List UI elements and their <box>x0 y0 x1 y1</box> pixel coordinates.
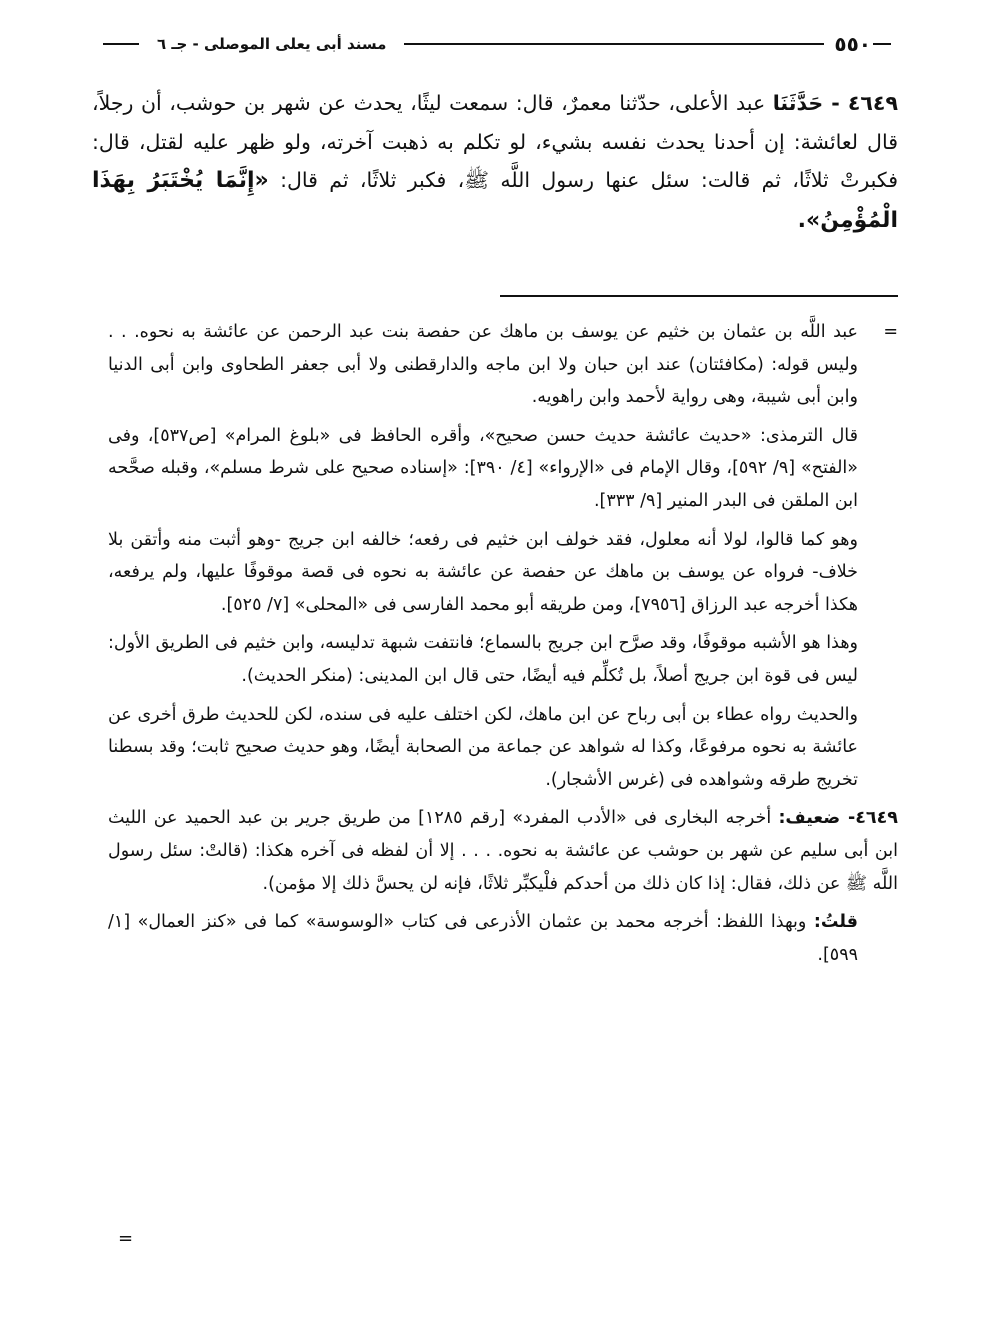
footnote-paragraph: قلتُ: وبهذا اللفظ: أخرجه محمد بن عثمان الأذرعى فى كتاب «الوسوسة» كما فى «كنز العمال» [١/ ٥٩٩]. <box>108 912 858 965</box>
takhrij-label: ٤٦٤٩- ضعيف: <box>778 808 898 829</box>
page-header <box>95 28 895 60</box>
hadith-body: عبد الأعلى، حدّثنا معمرٌ، قال: سمعت ليثًا، يحدث عن شهر بن حوشب، أن رجلاً، قال لعائشة: إن أحدنا يحدث نفسه بشيء، لو تكلم به ذهبت آخرته، ولو ظهر عليه لقتل، قال: فكبرتْ ثلاثًا، ثم قالت: سئل عنها رسول اللَّه ﷺ، فكبر ثلاثًا، ثم قال: <box>92 91 898 192</box>
end-continuation-marker: = <box>118 1228 134 1249</box>
footnote-paragraph: والحديث رواه عطاء بن أبى رباح عن ابن ماهك، لكن اختلف عليه فى سنده، لكن للحديث طرق أخرى عن عائشة به نحوه مرفوعًا، وكذا له شواهد عن جماعة من الصحابة أيضًا، وهو حديث صحيح ثابت؛ وقد بسطنا تخريج طرقه وشواهده فى (غرس الأشجار). <box>108 704 858 790</box>
page-number: ٥٥٠ <box>834 32 871 56</box>
footnote-paragraph: وهذا هو الأشبه موقوفًا، وقد صرَّح ابن جريج بالسماع؛ فانتفت شبهة تدليسه، وابن خثيم فى الطريق الأول: ليس فى قوة ابن جريج أصلاً، بل تُكلِّم فيه أيضًا، حتى قال ابن المدينى: (منكر الحديث). <box>108 633 858 686</box>
footnote-separator <box>500 295 898 297</box>
footnote-paragraph: = عبد اللَّه بن عثمان بن خثيم عن يوسف بن ماهك عن حفصة بنت عبد الرحمن عن عائشة به نحوه. . . وليس قوله: (مكافئتان) عند ابن حبان ولا ابن ماجه والدارقطنى ولا أبى جعفر الطحاوى وابن أبى الدنيا وابن أبى شيبة، وهى رواية لأحمد وابن راهويه. <box>108 316 898 414</box>
header-rule-left <box>103 43 139 45</box>
hadith-number: ٤٦٤٩ - حَدَّثَنَا <box>772 91 898 115</box>
footnote-paragraph: قال الترمذى: «حديث عائشة حديث حسن صحيح»، وأقره الحافظ فى «بلوغ المرام» [ص٥٣٧]، وفى «الفتح» [٩/ ٥٩٢]، وقال الإمام فى «الإرواء» [٤/ ٣٩٠]: «إسناده صحيح على شرط مسلم»، وقبله صحَّحه ابن الملقن فى البدر المنير [٩/ ٣٣٣]. <box>108 425 859 511</box>
footnote-takhrij: ٤٦٤٩- ضعيف: أخرجه البخارى فى «الأدب المفرد» [رقم ١٢٨٥] من طريق جرير بن عبد الحميد عن الليث ابن أبى سليم عن شهر بن حوشب عن عائشة به نحوه. . . . إلا أن لفظه فى آخره هكذا: (قالتْ: سئل رسول اللَّه ﷺ عن ذلك، فقال: إذا كان ذلك من أحدكم فلْيكبِّر ثلاثًا، فإنه لن يحسَّ ذلك إلا مؤمن). <box>108 808 898 894</box>
continuation-marker: = <box>883 322 898 342</box>
header-rule-right <box>873 43 891 45</box>
hadith-text <box>92 84 898 240</box>
footnote-paragraph: وهو كما قالوا، لولا أنه معلول، فقد خولف ابن خثيم فى رفعه؛ خالفه ابن جريج -وهو أثبت منه وأتقن بلا خلاف- فرواه عن يوسف بن ماهك عن حفصة عن عائشة به نحوه فى قصة موقوفًا عليها، ولم يرفعه، هكذا أخرجه عبد الرزاق [٧٩٥٦]، ومن طريقه أبو محمد الفارسى فى «المحلى» [٧/ ٥٢٥]. <box>108 529 858 615</box>
header-rule-middle <box>404 43 824 45</box>
qultu-label: قلتُ: <box>813 912 858 933</box>
footnotes <box>108 316 898 977</box>
hadith-quote: «إِنَّمَا يُخْتَبَرُ بِهَذَا الْمُؤْمِنُ». <box>92 168 898 233</box>
running-title: مسند أبى يعلى الموصلى - جـ ٦ <box>157 35 387 53</box>
